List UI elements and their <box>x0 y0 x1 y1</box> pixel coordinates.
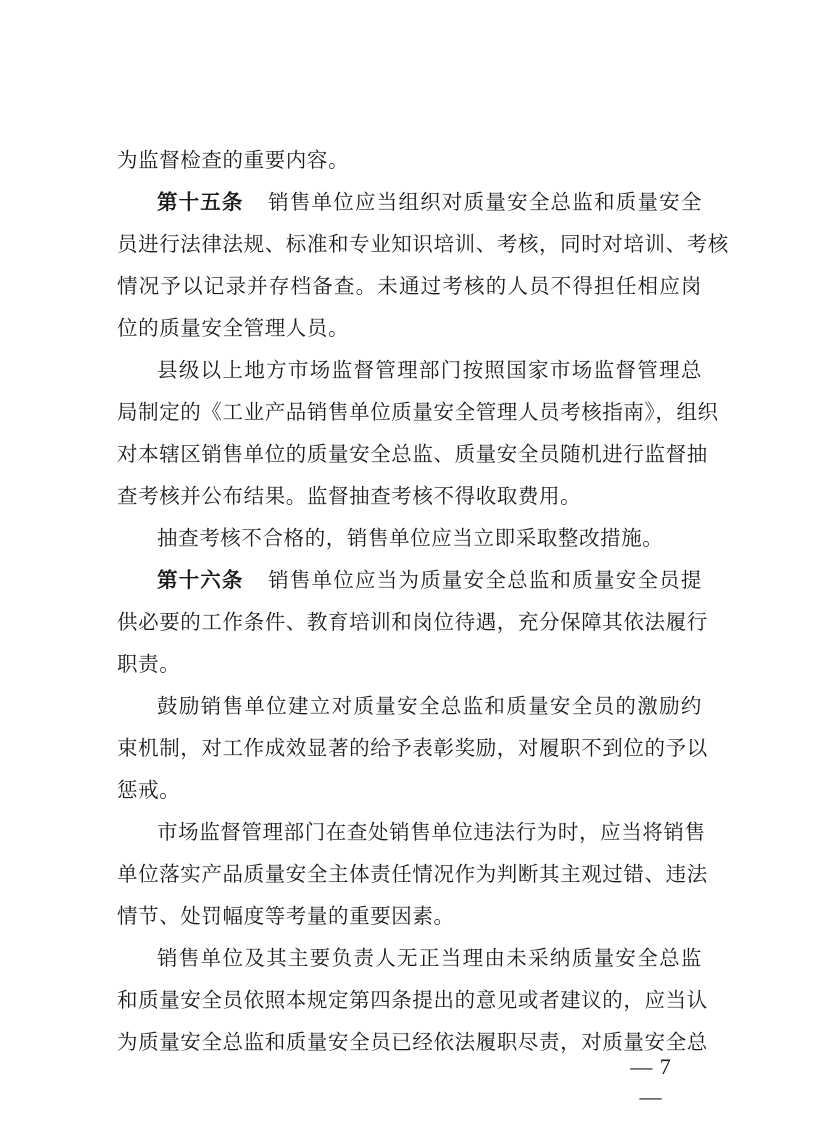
article-16-heading: 第十六条 <box>157 568 244 592</box>
text-line: 职责。 <box>117 652 181 676</box>
text-line: 员进行法律法规、标准和专业知识培训、考核，同时对培训、考核 <box>117 232 729 256</box>
text-line: 抽查考核不合格的，销售单位应当立即采取整改措施。 <box>157 526 664 550</box>
text-line: 位的质量安全管理人员。 <box>117 316 350 340</box>
text-line: 惩戒。 <box>117 778 181 802</box>
text-line: 供必要的工作条件、教育培训和岗位待遇，充分保障其依法履行 <box>117 610 708 634</box>
text-line: 销售单位及其主要负责人无正当理由未采纳质量安全总监 <box>157 946 702 970</box>
text-line: 为监督检查的重要内容。 <box>117 148 350 172</box>
text-line: 单位落实产品质量安全主体责任情况作为判断其主观过错、违法 <box>117 862 708 886</box>
article-15-line <box>157 181 702 223</box>
text-line: 局制定的《工业产品销售单位质量安全管理人员考核指南》，组织 <box>117 400 719 424</box>
text-line: 县级以上地方市场监督管理部门按照国家市场监督管理总 <box>157 358 702 382</box>
text-line: 销售单位应当组织对质量安全总监和质量安全 <box>267 190 702 214</box>
text-line: 市场监督管理部门在查处销售单位违法行为时，应当将销售 <box>157 820 706 844</box>
text-line: 情节、处罚幅度等考量的重要因素。 <box>117 904 455 928</box>
text-line: 情况予以记录并存档备查。未通过考核的人员不得担任相应岗 <box>117 274 702 298</box>
text-line: 和质量安全员依照本规定第四条提出的意见或者建议的，应当认 <box>117 988 708 1012</box>
text-line: 为质量安全总监和质量安全员已经依法履职尽责，对质量安全总 <box>117 1030 708 1054</box>
text-line: 束机制，对工作成效显著的给予表彰奖励，对履职不到位的予以 <box>117 736 708 760</box>
text-line: 鼓励销售单位建立对质量安全总监和质量安全员的激励约 <box>157 694 702 718</box>
article-16-line <box>157 559 702 601</box>
text-line: 销售单位应当为质量安全总监和质量安全员提 <box>267 568 702 592</box>
article-15-heading: 第十五条 <box>157 190 244 214</box>
page-number: — 7 — <box>630 1054 672 1109</box>
text-line: 对本辖区销售单位的质量安全总监、质量安全员随机进行监督抽 <box>117 442 708 466</box>
text-line: 查考核并公布结果。监督抽查考核不得收取费用。 <box>117 484 582 508</box>
